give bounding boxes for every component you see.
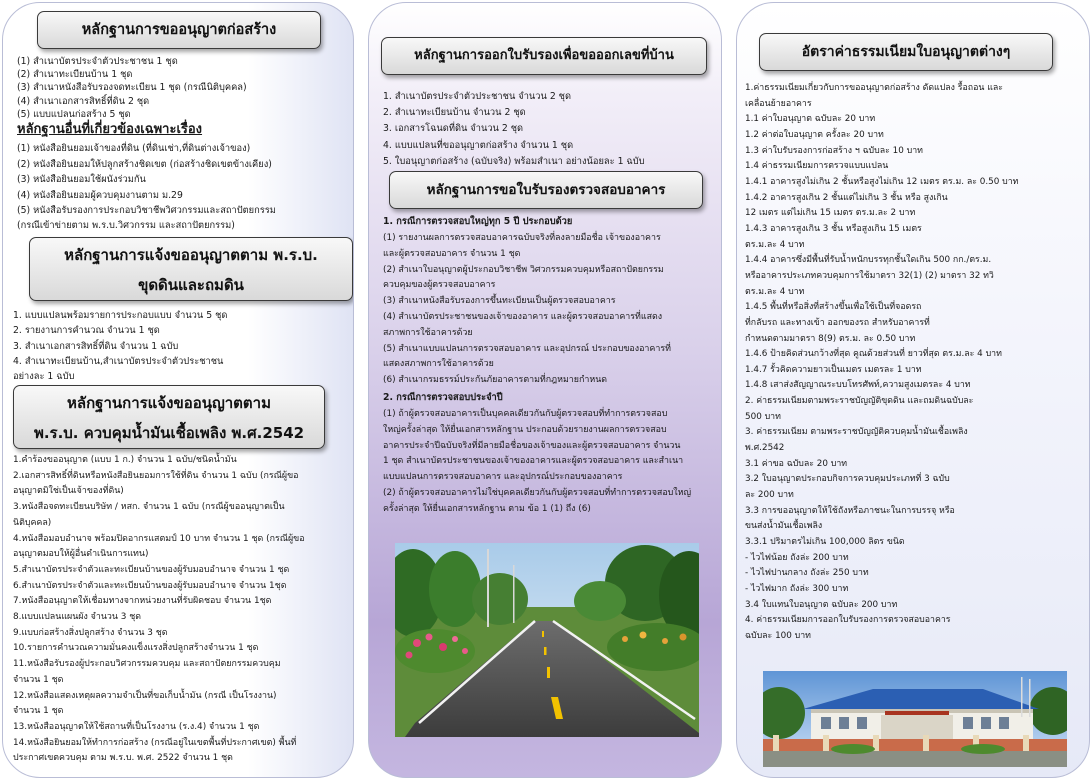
list-item: 3.หนังสือจดทะเบียนบริษัท / หสก. จำนวน 1 ฉบับ (กรณีผู้ขออนุญาตเป็น — [13, 502, 285, 513]
list-item: (1) รายงานผลการตรวจสอบอาคารฉบับจริงที่ลงลายมือชื่อ เจ้าของอาคาร — [383, 233, 661, 243]
house-number-docs-list — [383, 89, 645, 170]
list-item: 1. สำเนาบัตรประจำตัวประชาชน จำนวน 2 ชุด — [383, 91, 572, 102]
heading-construction-permit: หลักฐานการขออนุญาตก่อสร้าง — [37, 11, 321, 49]
list-item: (5) หนังสือรับรองการประกอบวิชาชีพวิศวกรรมและสถาปัตยกรรม — [17, 205, 276, 217]
annual-inspection-title: 2. กรณีการตรวจสอบประจำปี — [383, 392, 503, 403]
list-item: (6) สำเนากรมธรรม์ประกันภัยอาคารตามที่กฎหมายกำหนด — [383, 375, 608, 386]
list-item: 1. แบบแปลนพร้อมรายการประกอบแบบ จำนวน 5 ชุด — [13, 310, 228, 321]
list-item: 4. สำเนาทะเบียนบ้าน,สำเนาบัตรประจำตัวประชาชน — [13, 355, 224, 367]
list-item: จำนวน 1 ชุด — [13, 674, 64, 685]
list-item: (3) สำเนาหนังสือรับรองจดทะเบียน 1 ชุด (กรณีนิติบุคคล) — [17, 82, 247, 94]
heading-building-inspection: หลักฐานการขอใบรับรองตรวจสอบอาคาร — [389, 171, 703, 209]
list-item: 9.แบบก่อสร้างสิ่งปลูกสร้าง จำนวน 3 ชุด — [13, 627, 168, 638]
list-item: อาคารประจำปีฉบับจริงที่มีลายมือชื่อของเจ้าของและผู้ตรวจสอบอาคาร จำนวน — [383, 440, 681, 451]
office-building-illustration — [763, 671, 1067, 767]
list-item: และผู้ตรวจสอบอาคาร จำนวน 1 ชุด — [383, 248, 521, 259]
list-item: (1) ถ้าผู้ตรวจสอบอาคารเป็นบุคคลเดียวกันกับผู้ตรวจสอบที่ทำการตรวจสอบ — [383, 409, 668, 419]
list-item: 1 ชุด สำเนาบัตรประชาชนของเจ้าของอาคารและผู้ตรวจสอบอาคาร และสำเนา — [383, 456, 684, 467]
list-item: 13.หนังสืออนุญาตให้ใช้สถานที่เป็นโรงงาน (ร.ง.4) จำนวน 1 ชุด — [13, 721, 260, 732]
heading-fuel-control-notice: หลักฐานการแจ้งขออนุญาตตาม พ.ร.บ. ควบคุมน้ำมันเชื้อเพลิง พ.ศ.2542 — [13, 385, 325, 449]
list-item: 3.2 ใบอนุญาตประกอบกิจการควบคุมประเภทที่ 3 ฉบับ — [745, 474, 950, 485]
major-inspection-title: 1. กรณีการตรวจสอบใหญ่ทุก 5 ปี ประกอบด้วย — [383, 216, 573, 227]
other-docs-list — [17, 141, 276, 232]
list-item: พ.ศ.2542 — [745, 443, 785, 454]
subheading-other-docs: หลักฐานอื่นที่เกี่ยวข้องเฉพาะเรื่อง — [17, 122, 203, 137]
fee-rates-list — [745, 81, 1018, 645]
excavation-docs-list — [13, 308, 227, 384]
list-item: (4) สำเนาเอกสารสิทธิ์ที่ดิน 2 ชุด — [17, 95, 150, 107]
list-item: (2) หนังสือยินยอมให้ปลูกสร้างชิดเขต (ก่อสร้างชิดเขตข้างเคียง) — [17, 158, 272, 170]
list-item: ละ 200 บาท — [745, 490, 794, 501]
list-item: อย่างละ 1 ฉบับ — [13, 371, 75, 383]
list-item: 4.หนังสือมอบอำนาจ พร้อมปิดอากรแสตมป์ 10 บาท จำนวน 1 ชุด (กรณีผู้ขอ — [13, 533, 305, 544]
list-item: (2) สำเนาทะเบียนบ้าน 1 ชุด — [17, 69, 133, 81]
list-item: 1.3 ค่าใบรับรองการก่อสร้าง ฯ ฉบับละ 10 บาท — [745, 145, 923, 156]
list-item: 2. ค่าธรรมเนียมตามพระราชบัญญัติขุดดิน และถมดินฉบับละ — [745, 396, 974, 407]
panel-construction-permit-docs — [2, 2, 354, 778]
list-item: 1.ค่าธรรมเนียมเกี่ยวกับการขออนุญาตก่อสร้าง ดัดแปลง รื้อถอน และ — [745, 83, 1003, 93]
list-item: 1.4.4 อาคารซึ่งมีพื้นที่รับน้ำหนักบรรทุกชั้นใดเกิน 500 กก./ตร.ม. — [745, 255, 992, 266]
list-item: 500 บาท — [745, 411, 781, 422]
list-item: อนุญาตมิใช่เป็นเจ้าของที่ดิน) — [13, 486, 124, 497]
panel-house-number-and-inspection — [368, 2, 722, 778]
list-item: นิติบุคคล) — [13, 517, 52, 528]
list-item: (4) สำเนาบัตรประชาชนของเจ้าของอาคาร และผู้ตรวจสอบอาคารที่แสดง — [383, 311, 663, 322]
list-item: 4. แบบแปลนที่ขออนุญาตก่อสร้าง จำนวน 1 ชุด — [383, 139, 574, 151]
list-item: กำหนดตามมาตรา 8(9) ตร.ม. ละ 0.50 บาท — [745, 333, 916, 344]
list-item: - ไวไฟน้อย ถังล่ะ 200 บาท — [745, 552, 849, 563]
list-item: 1.4 ค่าธรรมเนียมการตรวจแบบแปลน — [745, 161, 889, 172]
list-item: (1) หนังสือยินยอมเจ้าของที่ดิน (ที่ดินเช่า,ที่ดินต่างเจ้าของ) — [17, 143, 251, 154]
list-item: 3. เอกสารโฉนดที่ดิน จำนวน 2 ชุด — [383, 123, 524, 135]
list-item: (4) หนังสือยินยอมผู้ควบคุมงานตาม ม.29 — [17, 189, 183, 201]
list-item: 2.เอกสารสิทธิ์ที่ดินหรือหนังสือยินยอมการใช้ที่ดิน จำนวน 1 ฉบับ (กรณีผู้ขอ — [13, 470, 299, 481]
list-item: ประกาศเขตควบคุม ตาม พ.ร.บ. พ.ศ. 2522 จำนวน 1 ชุด — [13, 753, 233, 764]
list-item: ขนส่งน้ำมันเชื้อเพลิง — [745, 521, 823, 532]
list-item: (2) สำเนาใบอนุญาตผู้ประกอบวิชาชีพ วิศวกรรมควบคุมหรือสถาปัตยกรรม — [383, 264, 664, 275]
panel-fee-rates — [736, 2, 1090, 778]
list-item: (5) แบบแปลนก่อสร้าง 5 ชุด — [17, 108, 131, 120]
list-item: 14.หนังสือยินยอมให้ทำการก่อสร้าง (กรณีอยู่ในเขตพื้นที่ประกาศเขต) พื้นที่ — [13, 737, 297, 748]
heading-fee-rates: อัตราค่าธรรมเนียมใบอนุญาตต่างๆ — [759, 33, 1053, 71]
list-item: 1.4.6 ป้ายคิดส่วนกว้างที่สุด คูณด้วยส่วนที่ ยาวที่สุด ตร.ม.ละ 4 บาท — [745, 349, 1002, 360]
list-item: 1.4.1 อาคารสูงไม่เกิน 2 ชั้นหรือสูงไม่เกิน 12 เมตร ตร.ม. ละ 0.50 บาท — [745, 176, 1019, 187]
list-item: (กรณีเข้าข่ายตาม พ.ร.บ.วิศวกรรม และสถาปัตยกรรม) — [17, 219, 235, 231]
list-item: 7.หนังสืออนุญาตให้เชื่อมทางจากหน่วยงานที่รับผิดชอบ จำนวน 1ชุด — [13, 596, 272, 607]
list-item: (5) สำเนาแบบแปลนการตรวจสอบอาคาร และอุปกรณ์ ประกอบของอาคารที่ — [383, 343, 671, 354]
list-item: 5.สำเนาบัตรประจำตัวและทะเบียนบ้านของผู้รับมอบอำนาจ จำนวน 1 ชุด — [13, 564, 290, 575]
list-item: 12 เมตร แต่ไม่เกิน 15 เมตร ตร.ม.ละ 2 บาท — [745, 208, 916, 219]
list-item: 3.4 ใบแทนใบอนุญาต ฉบับละ 200 บาท — [745, 599, 898, 610]
office-building-photo — [763, 671, 1067, 767]
list-item: 1.2 ค่าต่อใบอนุญาต ครั้งละ 20 บาท — [745, 129, 884, 140]
list-item: - ไวไฟมาก ถังล่ะ 300 บาท — [745, 584, 849, 594]
list-item: 3.1 ค่าขอ ฉบับละ 20 บาท — [745, 458, 848, 469]
list-item: 12.หนังสือแสดงเหตุผลความจำเป็นที่ขอเก็บน้ำมัน (กรณี เป็นโรงงาน) — [13, 690, 277, 701]
list-item: อนุญาตมอบให้ผู้อื่นดำเนินการแทน) — [13, 549, 149, 560]
list-item: (3) หนังสือยินยอมใช้ผนังร่วมกัน — [17, 174, 146, 186]
list-item: ที่กลับรถ และทางเข้า ออกของรถ สำหรับอาคารที่ — [745, 317, 930, 328]
list-item: 2. รายงานการคำนวณ จำนวน 1 ชุด — [13, 325, 160, 337]
list-item: 1.4.3 อาคารสูงเกิน 3 ชั้น หรือสูงเกิน 15 เมตร — [745, 223, 922, 234]
list-item: 8.แบบแปลนแผนผัง จำนวน 3 ชุด — [13, 612, 142, 623]
list-item: 4. ค่าธรรมเนียมการออกใบรับรองการตรวจสอบอาคาร — [745, 615, 951, 626]
list-item: 3. ค่าธรรมเนียม ตามพระราชบัญญัติควบคุมน้ำมันเชื้อเพลิง — [745, 427, 968, 438]
major-inspection-list — [383, 231, 671, 389]
list-item: 3.3 การขออนุญาตให้ใช้ถังหรือภาชนะในการบรรจุ หรือ — [745, 505, 955, 516]
list-item: จำนวน 1 ชุด — [13, 706, 64, 717]
list-item: 1.4.8 เสาส่งสัญญาณระบบโทรศัพท์,ความสูงเมตรละ 4 บาท — [745, 380, 971, 391]
list-item: 1.คำร้องขออนุญาต (แบบ 1 ก.) จำนวน 1 ฉบับ/ชนิดน้ำมัน — [13, 455, 237, 465]
road-illustration — [395, 543, 699, 737]
list-item: 11.หนังสือรับรองผู้ประกอบวิศวกรรมควบคุม และสถาปัตยกรรมควบคุม — [13, 659, 281, 670]
list-item: (2) ถ้าผู้ตรวจสอบอาคารไม่ใช่บุคคลเดียวกันกับผู้ตรวจสอบที่ทำการตรวจสอบใหญ่ — [383, 487, 692, 498]
list-item: ควบคุมของผู้ตรวจสอบอาคาร — [383, 280, 496, 291]
list-item: หรืออาคารประเภทควบคุมการใช้มาตรา 32(1) (2) มาตรา 32 ทวิ — [745, 270, 994, 281]
list-item: เคลื่อนย้ายอาคาร — [745, 98, 812, 109]
list-item: ตร.ม.ละ 4 บาท — [745, 239, 805, 250]
construction-docs-list — [17, 55, 247, 121]
list-item: 3.3.1 ปริมาตรไม่เกิน 100,000 ลิตร ขนิด — [745, 537, 905, 548]
heading-excavation-notice: หลักฐานการแจ้งขออนุญาตตาม พ.ร.บ. ขุดดินและถมดิน — [29, 237, 353, 301]
list-item: - ไวไฟปานกลาง ถังล่ะ 250 บาท — [745, 568, 869, 579]
list-item: ใหญ่ครั้งล่าสุด ให้ยื่นเอกสารหลักฐาน ประกอบด้วยรายงานผลการตรวจสอบ — [383, 424, 667, 435]
list-item: สภาพการใช้อาคารด้วย — [383, 327, 473, 338]
list-item: 1.1 ค่าใบอนุญาต ฉบับละ 20 บาท — [745, 114, 876, 125]
road-photo — [395, 543, 699, 737]
list-item: แสดงสภาพการใช้อาคารด้วย — [383, 359, 494, 370]
list-item: 1.4.7 รั้วคิดความยาวเป็นเมตร เมตรละ 1 บาท — [745, 364, 922, 375]
list-item: ครั้งล่าสุด ให้ยื่นเอกสารหลักฐาน ตาม ข้อ 1 (1) ถึง (6) — [383, 503, 591, 514]
list-item: 2. สำเนาทะเบียนบ้าน จำนวน 2 ชุด — [383, 107, 526, 119]
list-item: 5. ใบอนุญาตก่อสร้าง (ฉบับจริง) พร้อมสำเนา อย่างน้อยละ 1 ฉบับ — [383, 155, 645, 167]
list-item: 10.รายการคำนวณความมั่นคงแข็งแรงสิ่งปลูกสร้างจำนวน 1 ชุด — [13, 643, 259, 654]
heading-house-number-certificate: หลักฐานการออกใบรับรองเพื่อขอออกเลขที่บ้าน — [381, 37, 707, 75]
fuel-docs-list — [13, 453, 305, 767]
list-item: 1.4.2 อาคารสูงเกิน 2 ชั้นแต่ไม่เกิน 3 ชั้น หรือ สูงเกิน — [745, 192, 948, 203]
list-item: (1) สำเนาบัตรประจำตัวประชาชน 1 ชุด — [17, 56, 178, 67]
list-item: ฉบับละ 100 บาท — [745, 630, 811, 641]
annual-inspection-list — [383, 407, 691, 518]
list-item: (3) สำเนาหนังสือรับรองการขึ้นทะเบียนเป็นผู้ตรวจสอบอาคาร — [383, 296, 616, 307]
list-item: 3. สำเนาเอกสารสิทธิ์ที่ดิน จำนวน 1 ฉบับ — [13, 340, 179, 352]
list-item: แบบแปลนการตรวจสอบอาคาร และอุปกรณ์ประกอบของอาคาร — [383, 472, 623, 483]
list-item: 6.สำเนาบัตรประจำตัวและทะเบียนบ้านของผู้รับมอบอำนาจ จำนวน 1ชุด — [13, 580, 287, 591]
list-item: ตร.ม.ละ 4 บาท — [745, 286, 805, 297]
list-item: 1.4.5 พื้นที่หรือสิ่งที่สร้างขึ้นเพื่อใช้เป็นที่จอดรถ — [745, 302, 922, 313]
